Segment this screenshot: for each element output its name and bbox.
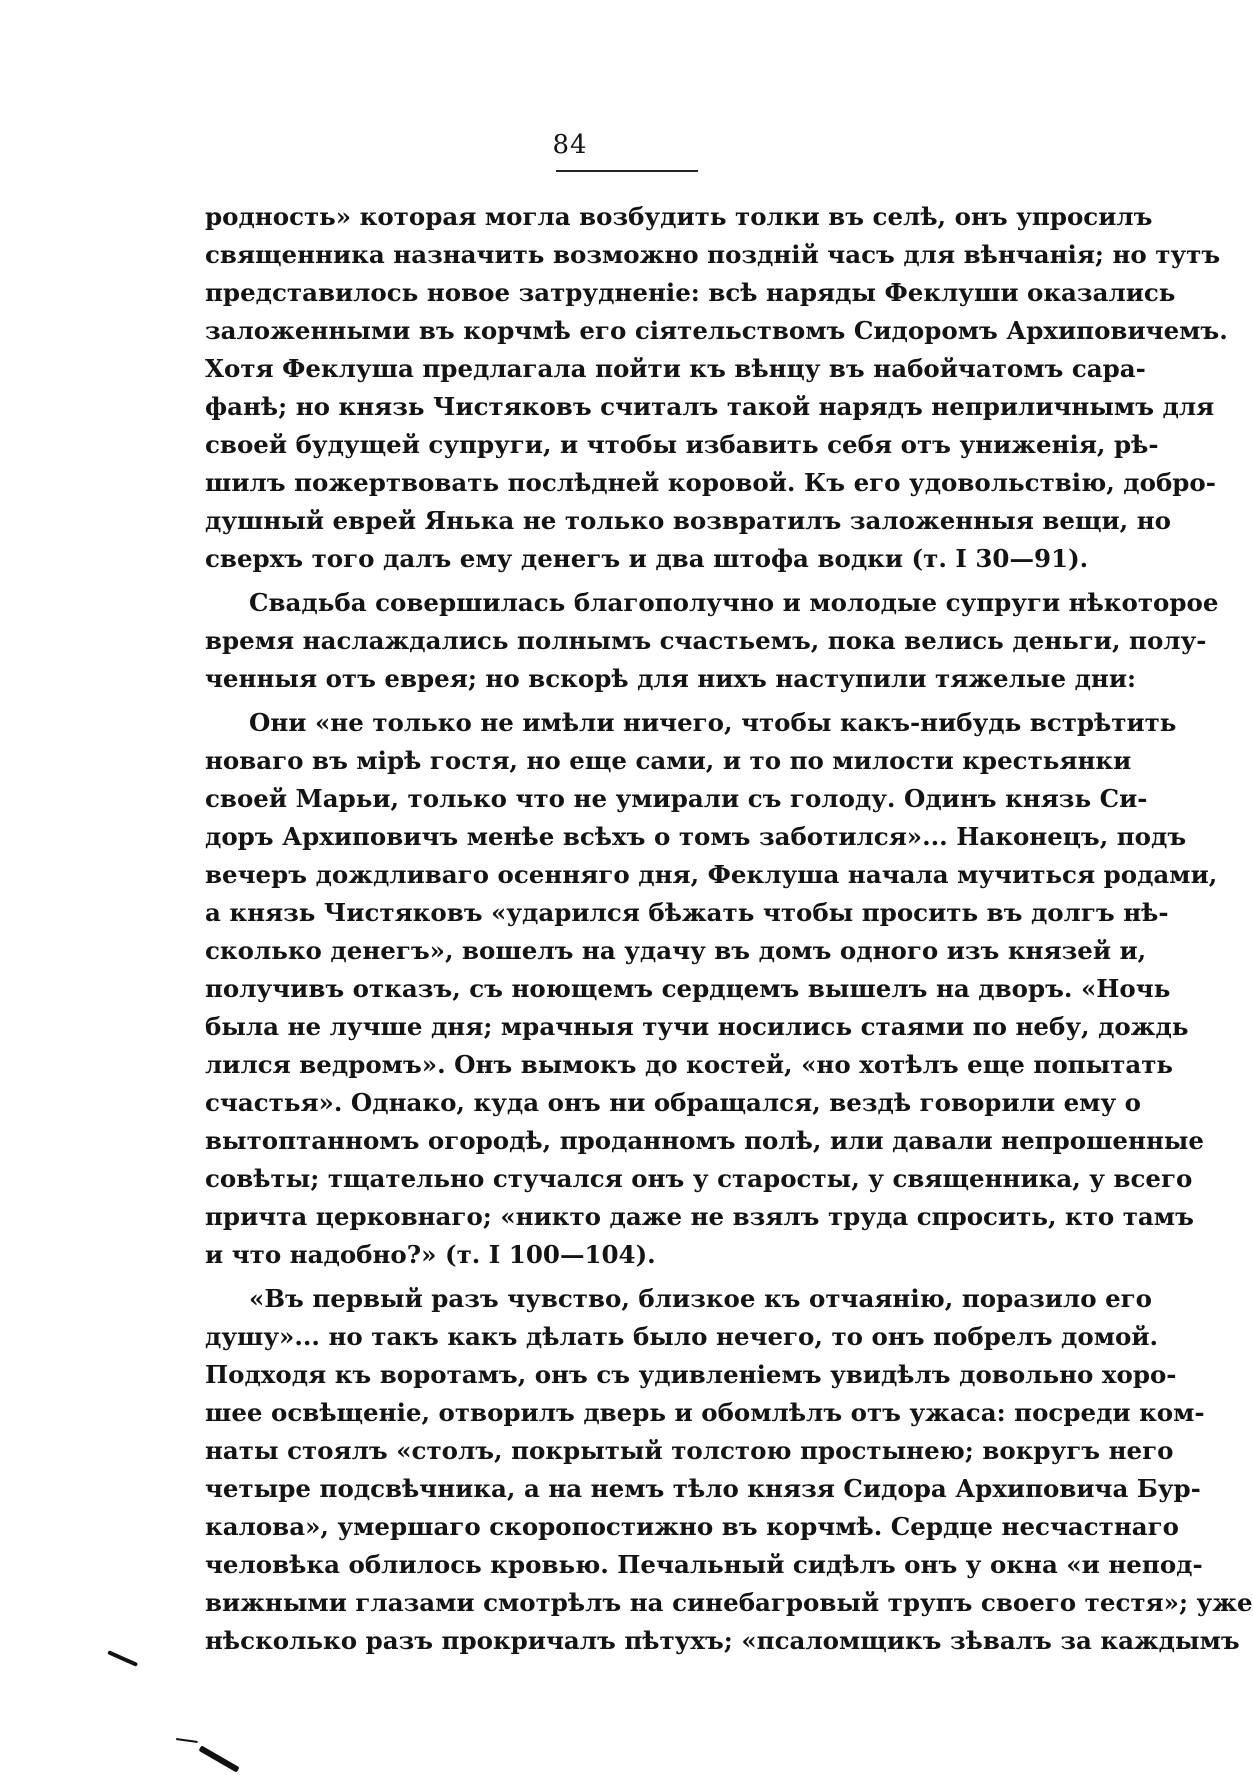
scan-mark (176, 1738, 198, 1743)
page-number-rule (556, 170, 698, 172)
text-line: душу»... но такъ какъ дѣлать было нечего, то онъ побрелъ домой. (205, 1322, 1159, 1351)
text-line: вижными глазами смотрѣлъ на синебагровый трупъ своего тестя»; уже (205, 1588, 1253, 1617)
paragraph (205, 704, 1218, 1274)
text-line: сколько денегъ», вошелъ на удачу въ домъ одного изъ князей и, (205, 936, 1147, 965)
text-line: и что надобно?» (т. I 100—104). (205, 1240, 656, 1269)
text-line: человѣка облилось кровью. Печальный сидѣлъ онъ у окна «и непод- (205, 1550, 1203, 1579)
text-line: четыре подсвѣчника, а на немъ тѣло князя Сидора Архиповича Бур- (205, 1474, 1201, 1503)
page-number: 84 (552, 130, 588, 160)
scan-mark (107, 1650, 138, 1667)
text-line: новаго въ мірѣ гостя, но еще сами, и то по милости крестьянки (205, 746, 1132, 775)
text-line: нѣсколько разъ прокричалъ пѣтухъ; «псаломщикъ зѣвалъ за каждымъ (205, 1626, 1240, 1655)
text-line: шее освѣщеніе, отворилъ дверь и обомлѣлъ отъ ужаса: посреди ком- (205, 1398, 1205, 1427)
text-line: ченныя отъ еврея; но вскорѣ для нихъ наступили тяжелые дни: (205, 664, 1137, 693)
text-line: душный еврей Янька не только возвратилъ заложенныя вещи, но (205, 506, 1171, 535)
text-line: была не лучше дня; мрачныя тучи носились стаями по небу, дождь (205, 1012, 1189, 1041)
text-line: получивъ отказъ, съ ноющемъ сердцемъ вышелъ на дворъ. «Ночь (205, 974, 1171, 1003)
text-line: Свадьба совершилась благополучно и молодые супруги нѣкоторое (249, 588, 1219, 617)
text-line: родность» которая могла возбудить толки въ селѣ, онъ упросилъ (205, 202, 1153, 231)
text-line: «Въ первый разъ чувство, близкое къ отчаянію, поразило его (249, 1284, 1153, 1313)
text-line: шилъ пожертвовать послѣдней коровой. Къ его удовольствію, добро- (205, 468, 1216, 497)
text-line: своей будущей супруги, и чтобы избавить себя отъ униженія, рѣ- (205, 430, 1159, 459)
text-line: Они «не только не имѣли ничего, чтобы какъ-нибудь встрѣтить (249, 708, 1177, 737)
text-line: священника назначить возможно поздній часъ для вѣнчанія; но тутъ (205, 240, 1221, 269)
text-line: а князь Чистяковъ «ударился бѣжать чтобы просить въ долгъ нѣ- (205, 898, 1169, 927)
text-line: своей Марьи, только что не умирали съ голоду. Одинъ князь Си- (205, 784, 1148, 813)
text-line: вечеръ дождливаго осенняго дня, Феклуша начала мучиться родами, (205, 860, 1218, 889)
paragraph (205, 584, 1219, 698)
text-line: сверхъ того далъ ему денегъ и два штофа водки (т. I 30—91). (205, 544, 1089, 573)
text-line: фанѣ; но князь Чистяковъ считалъ такой нарядъ неприличнымъ для (205, 392, 1215, 421)
paragraph (205, 1280, 1253, 1660)
text-line: совѣты; тщательно стучался онъ у старосты, у священника, у всего (205, 1164, 1193, 1193)
text-line: заложенными въ корчмѣ его сіятельствомъ Сидоромъ Архиповичемъ. (205, 316, 1228, 345)
text-line: лился ведромъ». Онъ вымокъ до костей, «но хотѣлъ еще попытать (205, 1050, 1174, 1079)
text-line: Подходя къ воротамъ, онъ съ удивленіемъ увидѣлъ довольно хоро- (205, 1360, 1177, 1389)
text-line: представилось новое затрудненіе: всѣ наряды Феклуши оказались (205, 278, 1176, 307)
text-line: вытоптанномъ огородѣ, проданномъ полѣ, или давали непрошенные (205, 1126, 1205, 1155)
text-line: доръ Архиповичъ менѣе всѣхъ о томъ заботился»... Наконецъ, подъ (205, 822, 1187, 851)
text-line: причта церковнаго; «никто даже не взялъ труда спросить, кто тамъ (205, 1202, 1194, 1231)
paragraph (205, 198, 1228, 578)
text-line: время наслаждались полнымъ счастьемъ, пока велись деньги, полу- (205, 626, 1207, 655)
body-text (205, 198, 1253, 1660)
text-line: наты стоялъ «столъ, покрытый толстою простынею; вокругъ него (205, 1436, 1174, 1465)
scan-mark (199, 1745, 240, 1772)
text-line: калова», умершаго скоропостижно въ корчмѣ. Сердце несчастнаго (205, 1512, 1180, 1541)
text-line: Хотя Феклуша предлагала пойти къ вѣнцу въ набойчатомъ сара- (205, 354, 1146, 383)
text-line: счастья». Однако, куда онъ ни обращался, вездѣ говорили ему о (205, 1088, 1142, 1117)
